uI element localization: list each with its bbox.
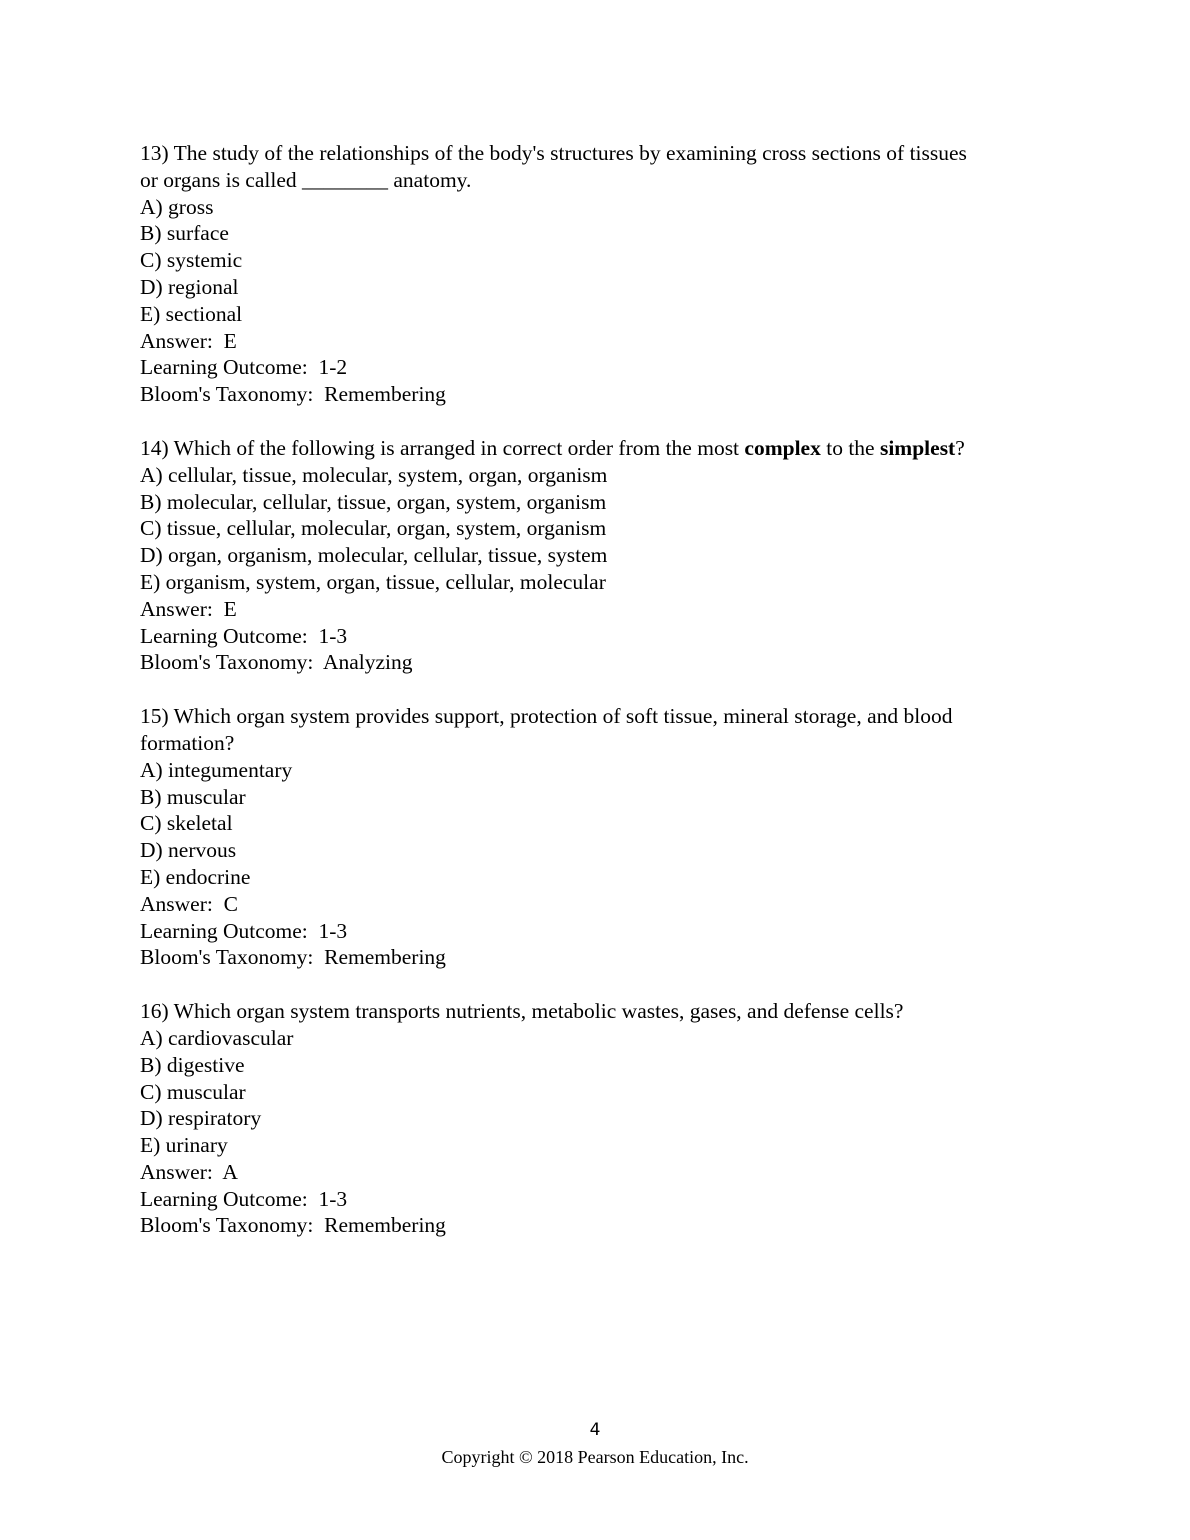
option-a: A) integumentary	[140, 757, 293, 782]
blooms-taxonomy: Bloom's Taxonomy: Remembering	[140, 945, 446, 970]
question-15	[140, 703, 1060, 971]
stem-emphasis-simplest: simplest	[879, 435, 956, 460]
option-a: A) gross	[140, 194, 214, 219]
option-d: D) respiratory	[140, 1106, 262, 1131]
stem-text: ?	[955, 435, 965, 460]
option-d: D) regional	[140, 274, 239, 299]
answer: Answer: C	[140, 891, 238, 916]
document-body	[140, 140, 1060, 1266]
question-13	[140, 140, 1060, 408]
option-b: B) molecular, cellular, tissue, organ, system, organism	[140, 489, 607, 514]
option-a: A) cellular, tissue, molecular, system, organ, organism	[140, 462, 608, 487]
option-e: E) sectional	[140, 301, 243, 326]
learning-outcome: Learning Outcome: 1-3	[140, 918, 348, 943]
blooms-taxonomy: Bloom's Taxonomy: Analyzing	[140, 650, 413, 675]
option-d: D) nervous	[140, 838, 237, 863]
option-c: C) systemic	[140, 248, 243, 273]
option-e: E) endocrine	[140, 864, 251, 889]
page-number: 4	[589, 1420, 601, 1440]
question-stem-line: 15) Which organ system provides support, protection of soft tissue, mineral storage, and blood	[140, 704, 953, 729]
question-stem-line: 13) The study of the relationships of the body's structures by examining cross sections of tissues	[140, 141, 967, 165]
option-d: D) organ, organism, molecular, cellular, tissue, system	[140, 543, 608, 568]
option-c: C) skeletal	[140, 811, 233, 836]
learning-outcome: Learning Outcome: 1-3	[140, 1186, 348, 1211]
question-stem-line: or organs is called ________ anatomy.	[140, 167, 472, 192]
option-e: E) organism, system, organ, tissue, cellular, molecular	[140, 569, 606, 594]
copyright-notice: Copyright © 2018 Pearson Education, Inc.	[441, 1447, 749, 1467]
option-c: C) tissue, cellular, molecular, organ, system, organism	[140, 516, 607, 541]
option-b: B) muscular	[140, 784, 246, 809]
option-b: B) surface	[140, 221, 229, 246]
learning-outcome: Learning Outcome: 1-3	[140, 623, 348, 648]
question-16	[140, 998, 1060, 1239]
option-e: E) urinary	[140, 1133, 228, 1158]
option-a: A) cardiovascular	[140, 1025, 294, 1050]
answer: Answer: A	[140, 1159, 238, 1184]
answer: Answer: E	[140, 328, 237, 353]
question-stem-line	[140, 435, 1060, 462]
option-b: B) digestive	[140, 1052, 245, 1077]
question-14	[140, 435, 1060, 676]
option-c: C) muscular	[140, 1079, 246, 1104]
learning-outcome: Learning Outcome: 1-2	[140, 355, 348, 380]
question-stem-line: 16) Which organ system transports nutrients, metabolic wastes, gases, and defense cells?	[140, 999, 904, 1024]
question-stem-line: formation?	[140, 730, 235, 755]
stem-emphasis-complex: complex	[744, 435, 821, 460]
answer: Answer: E	[140, 596, 237, 621]
blooms-taxonomy: Bloom's Taxonomy: Remembering	[140, 1213, 446, 1238]
stem-text: to the	[820, 435, 880, 460]
stem-text: 14) Which of the following is arranged in correct order from the most	[140, 435, 745, 460]
blooms-taxonomy: Bloom's Taxonomy: Remembering	[140, 382, 446, 407]
